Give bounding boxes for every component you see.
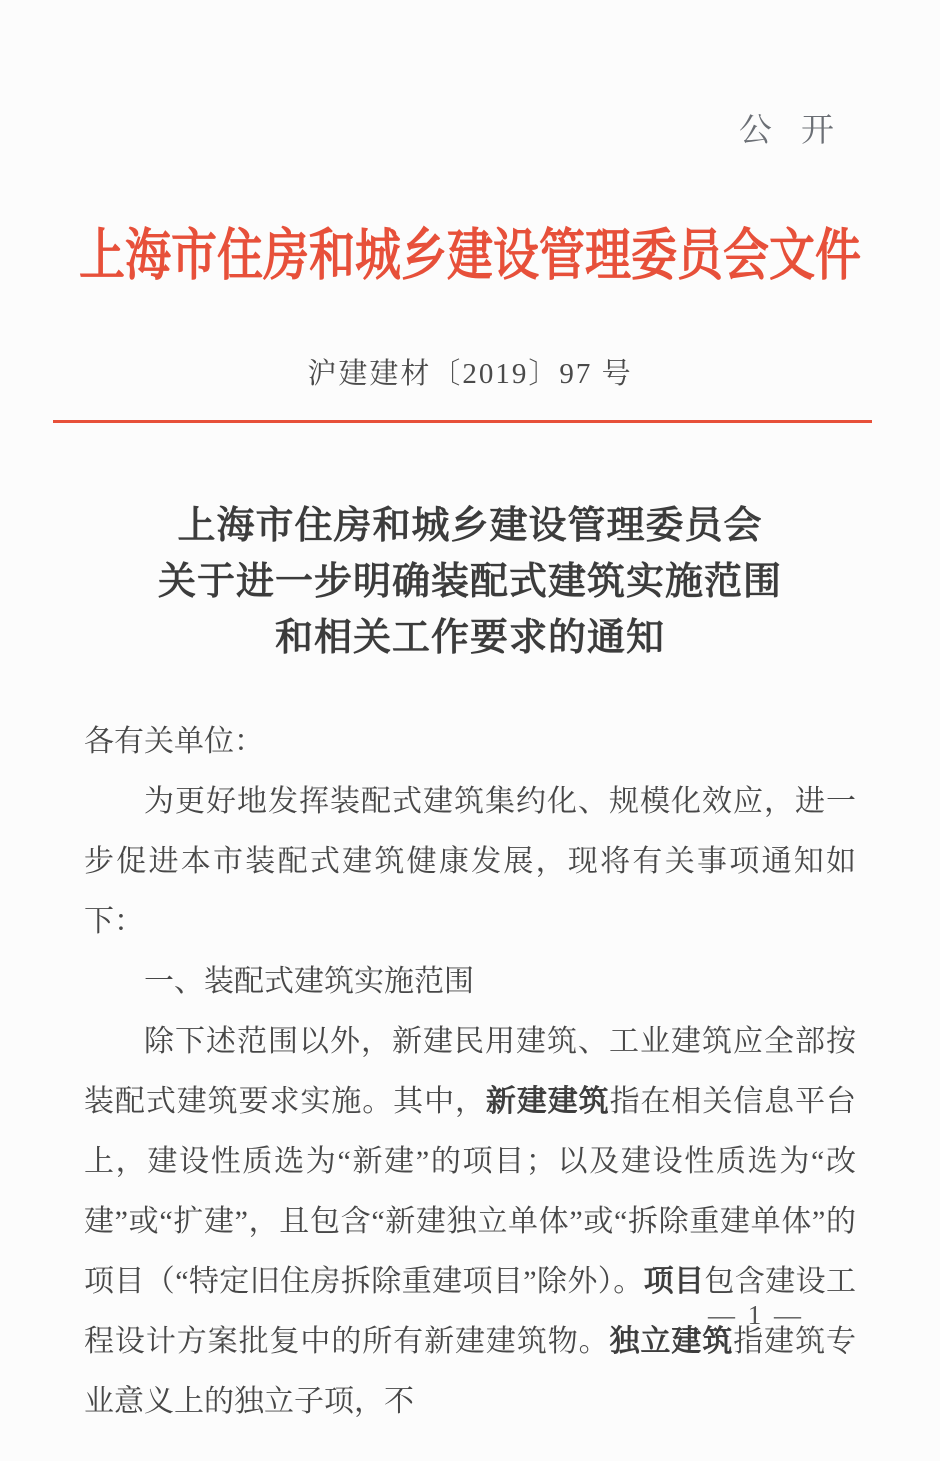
document-title xyxy=(0,498,940,666)
text-segment: 包含建设工程设计方案批复中的所有新建建筑物。 xyxy=(84,1265,856,1358)
bold-term-project: 项目 xyxy=(643,1265,705,1298)
classification-marking: 公 开 xyxy=(738,111,844,148)
paragraph-intro: 为更好地发挥装配式建筑集约化、规模化效应，进一步促进本市装配式建筑健康发展，现将有关事项通知如下： xyxy=(84,785,856,938)
document-number: 沪建建材〔2019〕97 号 xyxy=(307,358,633,390)
paragraph-scope-definition xyxy=(84,1012,856,1432)
text-segment: 指建筑专业意义上的独立子项，不 xyxy=(84,1325,857,1418)
title-line-2: 关于进一步明确装配式建筑实施范围 xyxy=(157,561,782,603)
title-line-1: 上海市住房和城乡建设管理委员会 xyxy=(177,505,763,547)
bold-term-new-construction: 新建建筑 xyxy=(485,1085,610,1118)
letterhead-rule xyxy=(53,420,872,423)
page-number: — 1 — xyxy=(708,1300,804,1330)
text-segment: 指在相关信息平台上，建设性质选为“新建”的项目；以及建设性质选为“改建”或“扩建”，且包含“新建独立单体”或“拆除重建单体”的项目（“特定旧住房拆除重建项目”除外）。 xyxy=(84,1085,857,1298)
salutation: 各有关单位： xyxy=(84,725,264,758)
title-line-3: 和相关工作要求的通知 xyxy=(274,617,665,659)
text-segment: 除下述范围以外，新建民用建筑、工业建筑应全部按装配式建筑要求实施。其中， xyxy=(84,1025,856,1118)
bold-term-independent-building: 独立建筑 xyxy=(609,1325,734,1358)
letterhead-org-banner: 上海市住房和城乡建设管理委员会文件 xyxy=(79,223,861,287)
section-heading-1: 一、装配式建筑实施范围 xyxy=(144,965,474,998)
